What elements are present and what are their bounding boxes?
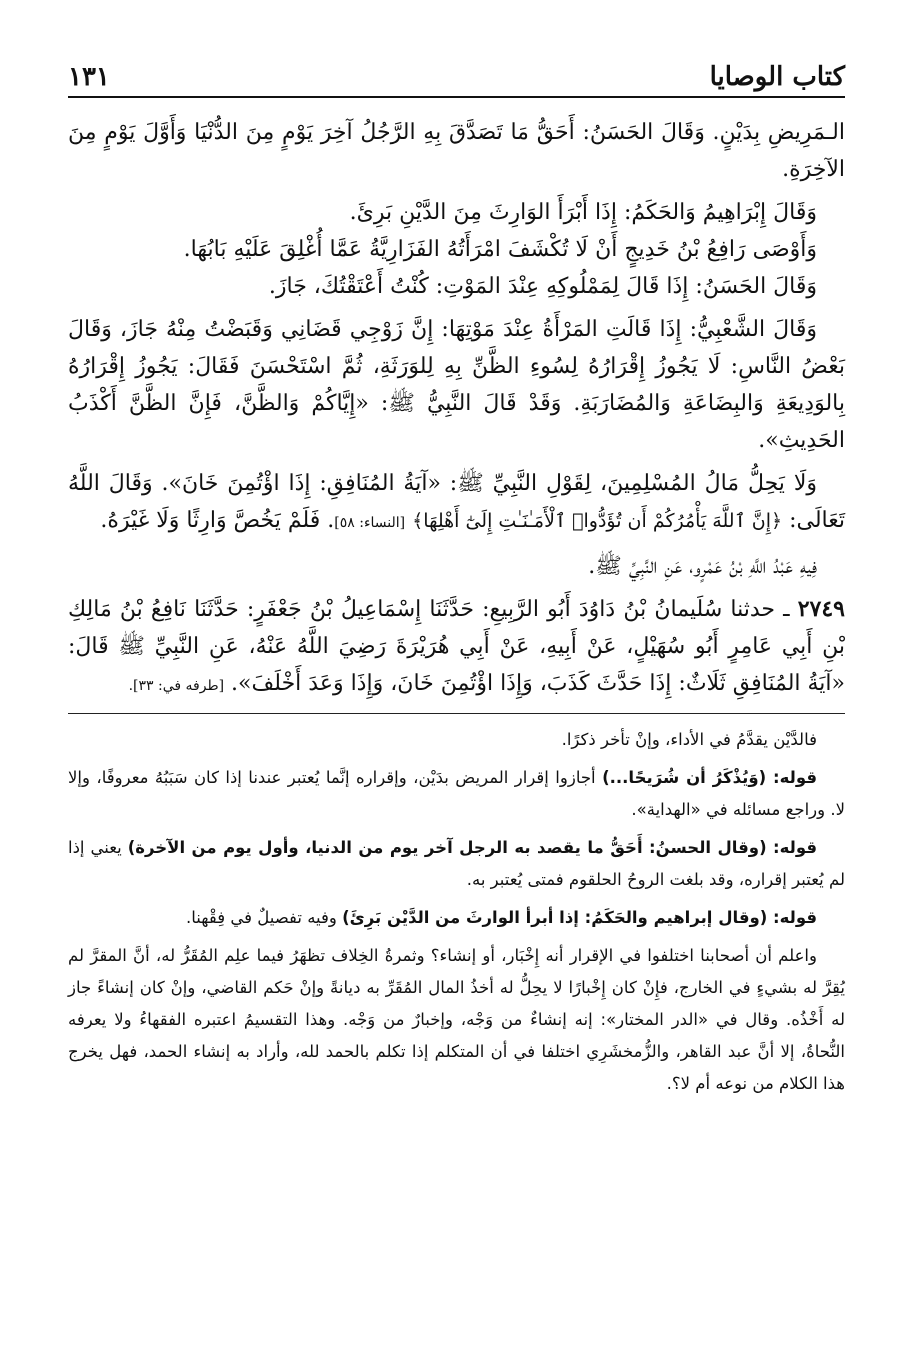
main-paragraph-7: فِيهِ عَبْدُ اللَّهِ بْنُ عَمْرٍو، عَنِ النَّبِيِّ ﷺ. (588, 554, 817, 579)
main-paragraph-6-text-a: وَلَا يَحِلُّ مَالُ المُسْلِمِينَ، لِقَوْلِ النَّبِيِّ ﷺ: «آيَةُ المُنَافِقِ: إِذَا اؤْتُمِنَ خَانَ». وَقَالَ اللَّهُ تَعَالَى: (68, 471, 845, 533)
main-paragraph-5: وَقَالَ الشَّعْبِيُّ: إِذَا قَالَتِ المَرْأَةُ عِنْدَ مَوْتِهَا: إِنَّ زَوْجِي قَضَانِي وَقَبَضْتُ مِنْهُ جَازَ، وَقَالَ بَعْضُ النَّاسِ: لَا يَجُوزُ إِقْرَارُهُ لِسُوءِ الظَّنِّ بِهِ لِلوَرَثَةِ، ثُمَّ اسْتَحْسَنَ فَقَالَ: يَجُوزُ إِقْرَارُهُ بِالوَدِيعَةِ وَالبِضَاعَةِ وَالمُضَارَبَةِ. وَقَدْ قَالَ النَّبِيُّ ﷺ: «إِيَّاكُمْ وَالظَّنَّ، فَإِنَّ الظَّنَّ أَكْذَبُ الحَدِيثِ». (68, 317, 845, 453)
section-divider (68, 713, 845, 714)
main-paragraph-6 (68, 465, 845, 542)
commentary-2-label: قوله: (وَيُذْكَرُ أن شُرَيحًا...) (602, 768, 817, 787)
page-number: ١٣١ (68, 62, 110, 92)
commentary-3-label: قوله: (وقال الحسنُ: أَحَقُّ ما يقصد به الرجل آخر يوم من الدنيا، وأول يوم من الآخرة) (127, 838, 818, 857)
commentary-paragraph-1: فالدَّيْن يقدَّمُ في الأداء، وإنْ تأخر ذكرًا. (561, 730, 817, 749)
main-paragraph-6-text-b: . فَلَمْ يَخُصَّ وَارِثًا وَلَا غَيْرَهُ. (100, 508, 335, 533)
main-text (68, 114, 845, 705)
commentary-4-text: وفيه تفصيلٌ في فِقْهنا. (186, 908, 343, 927)
quran-verse: ﴿إِنَّ ٱللَّهَ يَأْمُرُكُمْ أَن تُؤَدُّوا۟ ٱلْأَمَـٰنَـٰتِ إِلَىٰٓ أَهْلِهَا﴾ (412, 510, 783, 532)
commentary-3-text: يعني إذا لم يُعتبر إقراره، وقد بلغت الروحُ الحلقوم فمتى يُعتبر به. (68, 838, 845, 889)
document-page (68, 52, 845, 1328)
commentary-paragraph-3 (68, 832, 845, 896)
quran-reference: [النساء: ٥٨] (334, 515, 406, 531)
page-header (68, 52, 845, 98)
main-paragraph-3: وَأَوْصَى رَافِعُ بْنُ خَدِيجٍ أَنْ لَا تُكْشَفَ امْرَأَتُهُ الفَزَارِيَّةُ عَمَّا أُغْلِقَ عَلَيْهِ بَابُهَا. (183, 237, 817, 262)
main-paragraph-1: الـمَرِيضِ بِدَيْنٍ. وَقَالَ الحَسَنُ: أَحَقُّ مَا تَصَدَّقَ بِهِ الرَّجُلُ آخِرَ يَوْمٍ مِنَ الدُّنْيَا وَأَوَّلَ يَوْمٍ مِنَ الآخِرَةِ. (68, 120, 845, 182)
hadith-number: ٢٧٤٩ (797, 596, 845, 622)
main-paragraph-2: وَقَالَ إِبْرَاهِيمُ وَالحَكَمُ: إِذَا أَبْرَأَ الوَارِثَ مِنَ الدَّيْنِ بَرِئَ. (349, 200, 817, 225)
commentary-4-label: قوله: (وقال إبراهيم والحَكَمُ: إذا أبرأ الوارثَ من الدَّيْن بَرِئَ) (342, 908, 817, 927)
hadith-paragraph (68, 591, 845, 705)
commentary-paragraph-2 (68, 762, 845, 826)
book-title: كتاب الوصايا (709, 62, 845, 92)
hadith-reference: [طرفه في: ٣٣]. (128, 678, 225, 694)
hadith-text: ـ حدثنا سُلَيمانُ بْنُ دَاوُدَ أَبُو الرَّبِيعِ: حَدَّثَنَا إِسْمَاعِيلُ بْنُ جَعْفَرٍ: حَدَّثَنَا نَافِعُ بْنُ مَالِكِ بْنِ أَبِي عَامِرٍ أَبُو سُهَيْلٍ، عَنْ أَبِيهِ، عَنْ أَبِي هُرَيْرَةَ رَضِيَ اللَّهُ عَنْهُ، عَنِ النَّبِيِّ ﷺ قَالَ: «آيَةُ المُنَافِقِ ثَلَاثٌ: إِذَا حَدَّثَ كَذَبَ، وَإِذَا اؤْتُمِنَ خَانَ، وَإِذَا وَعَدَ أَخْلَفَ». (68, 597, 845, 696)
commentary-section (68, 724, 845, 1100)
commentary-paragraph-5: واعلم أن أصحابنا اختلفوا في الإقرار أنه إِخْبَار، أو إنشاء؟ وثمرةُ الخِلاف تظهَرُ فيما علِم المُقَرُّ له، أنَّ المقرَّ لم يُقِرَّ له بشيءٍ في الخارج، فإِنْ كان إِخْبارًا لا يحِلُّ له أخذُ المال المُقَرِّ به ديانةً وإنْ حَكم القاضي، وإنْ كان إنشاءً جاز له أَخْذُه. وقال في «الدر المختار»: إنه إنشاءٌ من وَجْه، وإخبارٌ من وَجْه. وهذا التقسيمُ اعتبره الفقهاءُ ولا يعرفه النُّحاةُ، إلا أنَّ عبد القاهر، والزُّمخشَرِي اختلفا في أن المتكلم إذا تكلم بالحمد لله، وأراد به إنشاء الحمد، فهل يخرج هذا الكلام من نوعه أم لا؟. (68, 946, 845, 1093)
commentary-paragraph-4 (68, 902, 845, 934)
main-paragraph-4: وَقَالَ الحَسَنُ: إِذَا قَالَ لِمَمْلُوكِهِ عِنْدَ المَوْتِ: كُنْتُ أَعْتَقْتُكَ، جَازَ. (268, 274, 817, 299)
commentary-2-text: أجازوا إقرار المريض بدَيْن، وإقراره إنَّما يُعتبر عندنا إذا كان سَبَبُهُ معروفًا، وإلا لا. وراجع مسائله في «الهداية». (68, 768, 845, 819)
